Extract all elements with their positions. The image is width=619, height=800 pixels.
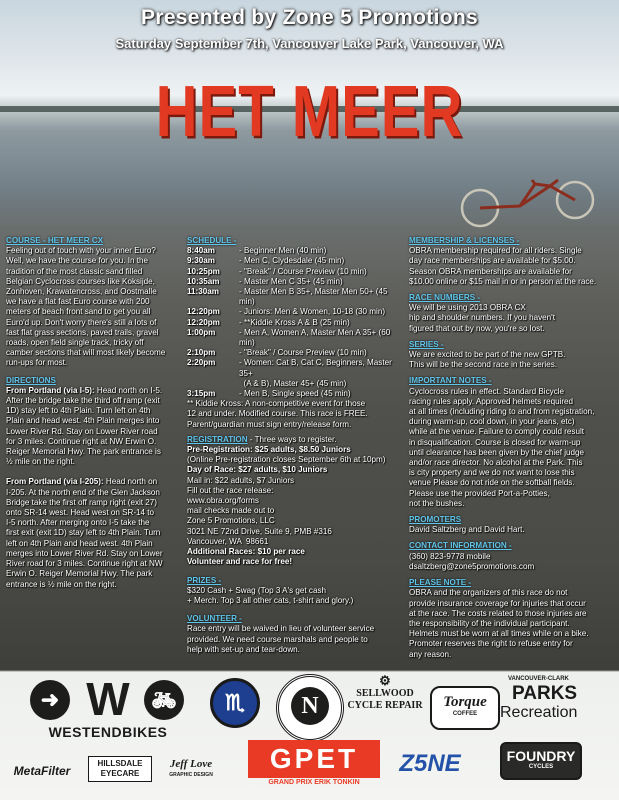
schedule-event: - Men A, Women A, Master Men A 35+ (60 min): [239, 327, 393, 348]
directions-i205: [6, 477, 190, 589]
course-text: Feeling out of touch with your inner Euro? Well, we have the course for you. In the tradition of the most classic sand filled Belgian Cyclocross courses like Koksijde, Zonhoven, Krawatencross, and Oostmalle we have a flat fast Euro course with 200 meters of beach front sand to get you all Euro'd up. Don't worry there's still a lots of fast flat grass sections, paved trails, gravel roads, open field single track, tricky off camber sections that will most likely become run-ups for most.: [6, 246, 166, 368]
registration-heading: REGISTRATION: [187, 434, 248, 444]
schedule-time: 12:20pm: [187, 317, 220, 327]
membership-text: OBRA membership required for all riders. Single day race memberships are available for $5.00. Season OBRA memberships are available for $10.00 online or $15 mail in or in person at the race.: [409, 246, 597, 286]
prizes-heading: PRIZES -: [187, 575, 222, 585]
hillsdale-sub: EYECARE: [100, 769, 140, 778]
west-end-w-logo: W: [86, 673, 130, 725]
torque-sub: COFFEE: [452, 711, 478, 717]
metafilter-logo: MetaFilter: [13, 764, 71, 778]
schedule-row: [187, 307, 405, 317]
membership-heading: MEMBERSHIP & LICENSES -: [409, 236, 520, 245]
please-note-text: OBRA and the organizers of this race do not provide insurance coverage for injuries that occur at the race. The costs related to those injuries are the responsibility of the individual participant. Helmets must be worn at all times while on a bike. Promoter reserves the right to refuse entry for any reason.: [409, 588, 589, 659]
right-column: [409, 236, 617, 660]
jeff-love-logo: Jeff Love: [169, 758, 213, 770]
directions-i5: [6, 386, 190, 468]
presented-by-heading: Presented by Zone 5 Promotions: [141, 6, 478, 29]
parks-name: PARKS: [512, 683, 578, 704]
sellwood-gear-icon: ⚙: [379, 673, 391, 688]
please-note-heading: PLEASE NOTE -: [409, 578, 472, 588]
schedule-heading: SCHEDULE -: [187, 236, 237, 245]
hillsdale-eyecare-logo: [88, 756, 152, 782]
schedule-time: 1:00pm: [187, 327, 216, 337]
schedule-list: [187, 246, 405, 399]
schedule-row: [187, 246, 405, 256]
scorpion-icon: ♏︎: [210, 678, 260, 728]
schedule-event: - "Break" / Course Preview (10 min): [239, 348, 367, 358]
sellwood-name: SELLWOOD: [356, 688, 414, 699]
date-location-line: Saturday September 7th, Vancouver Lake Park, Vancouver, WA: [115, 36, 504, 51]
sponsor-logos: [0, 672, 619, 800]
n-badge-logo: [276, 674, 344, 742]
important-notes-heading: IMPORTANT NOTES -: [409, 376, 492, 386]
hillsdale-name: HILLSDALE: [97, 759, 143, 768]
race-numbers-text: We will be using 2013 OBRA CX hip and shoulder numbers. If you haven't figured that out by now, you're so lost.: [409, 303, 555, 333]
schedule-time: 10:25pm: [187, 266, 220, 276]
schedule-time: 10:35am: [187, 276, 220, 286]
jeff-love-sub: GRAPHIC DESIGN: [169, 772, 213, 778]
schedule-event: - Men C, Clydesdale (45 min): [239, 256, 345, 266]
pre-registration-note: (Online Pre-registration closes September 6th at 10pm): [187, 455, 386, 465]
contact-text: (360) 823-9778 mobile dsaltzberg@zone5promotions.com: [409, 551, 535, 571]
middle-column: [187, 236, 405, 655]
gpet-sub: GRAND PRIX ERIK TONKIN: [268, 779, 360, 786]
schedule-row: [187, 389, 405, 399]
torque-coffee-logo: [430, 686, 500, 730]
registration-intro: - Three ways to register.: [247, 434, 337, 444]
schedule-event: - "Break" / Course Preview (10 min): [239, 266, 367, 276]
schedule-row: [187, 328, 405, 348]
day-of-race-price: Day of Race: $27 adults, $10 Juniors: [187, 465, 328, 475]
gpet-logo: GPET: [248, 740, 380, 778]
schedule-row: [187, 287, 405, 307]
kiddie-kross-note: ** Kiddie Kross: A non-competitive event for those 12 and under. Modified course. This race is FREE. Parent/guardian must sign entry/release form.: [187, 399, 368, 429]
event-title: HET MEER: [155, 70, 464, 153]
promoters-text: David Saltzberg and David Hart.: [409, 525, 525, 535]
series-heading: SERIES -: [409, 339, 444, 349]
race-numbers-heading: RACE NUMBERS -: [409, 293, 481, 303]
schedule-row: [187, 348, 405, 358]
volunteer-free: Volunteer and race for free!: [187, 557, 293, 567]
foundry-cycles-logo: [500, 742, 582, 780]
schedule-event: - Juniors: Men & Women, 10-18 (30 min): [239, 307, 386, 317]
course-heading: COURSE - HET MEER CX: [6, 236, 104, 245]
schedule-time: 2:10pm: [187, 348, 216, 358]
schedule-row: [187, 277, 405, 287]
left-column: [6, 236, 190, 590]
directions-i5-lead: From Portland (via I-5):: [6, 385, 95, 395]
directions-i205-text: Head north on I-205. At the north end of the Glen Jackson Bridge take the first off ramp right (exit 27) onto SR-14 west. Head west on SR-14 to I-5 north. After merging onto I-5 take the first exit (exit 1D) stay left to 4th Plain. Turn left on 4th Plain and head west. 4th Plain merges into Lower River Rd. Stay on Lower River road for 3 miles. Continue right at NW Erwin O. Reiger Memorial Hwy. The park entrance is ½ mile on the right.: [6, 477, 163, 589]
contact-heading: CONTACT INFORMATION -: [409, 541, 512, 551]
schedule-event: - Beginner Men (40 min): [239, 246, 327, 256]
promoters-heading: PROMOTERS: [409, 515, 462, 525]
torque-name: Torque: [443, 694, 487, 710]
schedule-time: 2:20pm: [187, 358, 216, 368]
schedule-event: - Women: Cat B, Cat C, Beginners, Master 35+ (A & B), Master 45+ (45 min): [239, 358, 392, 388]
schedule-row: [187, 267, 405, 277]
schedule-time: 11:30am: [187, 287, 219, 297]
schedule-row: [187, 358, 405, 389]
additional-races: Additional Races: $10 per race: [187, 547, 305, 557]
schedule-time: 3:15pm: [187, 389, 216, 399]
schedule-time: 12:20pm: [187, 307, 220, 317]
westendbikes-logo: WESTENDBIKES: [48, 724, 168, 740]
schedule-time: 9:30am: [187, 256, 215, 266]
mail-in-price: Mail in: $22 adults, $7 Juniors: [187, 475, 295, 485]
foundry-name: FOUNDRY: [506, 748, 576, 764]
schedule-event: - Master Men B 35+, Master Men 50+ (45 min): [239, 287, 390, 307]
schedule-event: - Master Men C 35+ (45 min): [239, 276, 343, 286]
arrow-icon: ➜: [30, 680, 70, 720]
sellwood-sub: CYCLE REPAIR: [347, 700, 423, 711]
pre-registration-price: Pre-Registration: $25 adults, $8.50 Juniors: [187, 445, 351, 455]
series-text: We are excited to be part of the new GPTB. This will be the second race in the series.: [409, 350, 566, 370]
foundry-sub: CYCLES: [528, 764, 554, 770]
registration-heading-line: [187, 435, 405, 445]
parks-recreation: Recreation: [500, 704, 578, 721]
schedule-time: 8:40am: [187, 246, 215, 256]
registration-body: Fill out the race release: www.obra.org/forms mail checks made out to Zone 5 Promotions, LLC 3021 NE 72nd Drive, Suite 9, PMB #316 Vancouver, WA 98661: [187, 485, 332, 546]
bicycle-illustration: [450, 178, 610, 228]
zone5-logo: Z5NE: [399, 750, 461, 777]
schedule-row: [187, 256, 405, 266]
parks-top: VANCOUVER-CLARK: [508, 676, 569, 682]
directions-i5-text: Head north on I-5. After the bridge take the third off ramp (exit 1D) stay left to 4th Plain. Turn left on 4th Plain and head west. 4th Plain merges into Lower River Rd. Stay on Lower River road for 3 miles. Continue right at NW Erwin O. Reiger Memorial Hwy. The park entrance is ½ mile on the right.: [6, 385, 163, 467]
important-notes-text: Cyclocross rules in effect. Standard Bicycle racing rules apply. Approved helmets required at all times (including riding to and from registration, during warm-up, cool down, in your jeans, etc) while at the venue. Failure to comply could result in disqualification. Course is closed for warm-up until clearance has been given by the chief judge and/or race director. No alcohol at the Park. This is city property and we do not want to lose this venue Please do not ride on the softball fields. Please use the provided Port-a-Potties, not the bushes.: [409, 386, 595, 508]
bicycle-icon: 🚲︎: [144, 680, 184, 720]
volunteer-text: Race entry will be waived in lieu of volunteer service provided. We need course marshals and people to help with set-up and tear-down.: [187, 624, 375, 654]
volunteer-heading: VOLUNTEER -: [187, 614, 242, 624]
prizes-text: $320 Cash + Swag (Top 3 A's get cash + Merch. Top 3 all other cats, t-shirt and glory.): [187, 585, 354, 605]
schedule-row: [187, 318, 405, 328]
schedule-event: - Men B, Single speed (45 min): [239, 389, 351, 399]
directions-heading: DIRECTIONS: [6, 375, 56, 385]
directions-i205-lead: From Portland (via I-205):: [6, 477, 104, 487]
n-letter-icon: N: [291, 687, 329, 725]
schedule-event: - **Kiddie Kross A & B (25 min): [239, 317, 350, 327]
